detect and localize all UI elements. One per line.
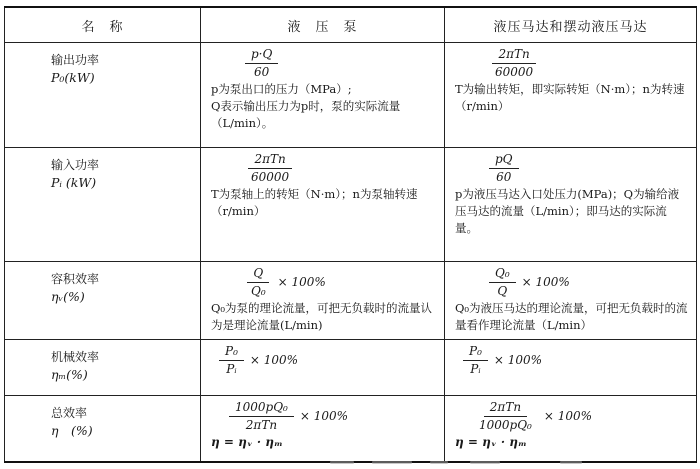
pump-cell <box>201 396 445 462</box>
fraction <box>219 344 244 376</box>
param-cell <box>5 396 201 462</box>
header-pump: 液 压 泵 <box>201 7 445 43</box>
smudge-mark <box>430 461 448 464</box>
fraction <box>473 400 538 432</box>
param-symbol: ηₘ(%) <box>51 367 88 382</box>
denominator: Pᵢ <box>470 362 481 376</box>
fraction <box>245 266 272 298</box>
multiplier: × 100% <box>543 408 593 423</box>
pump-cell <box>201 340 445 396</box>
fraction <box>463 344 488 376</box>
pump-formula <box>245 47 436 79</box>
fraction <box>245 152 295 184</box>
numerator: Q₀ <box>489 266 516 283</box>
table-header-row <box>5 7 697 43</box>
denominator: Pᵢ <box>226 362 237 376</box>
comparison-table <box>4 6 697 463</box>
header-name: 名 称 <box>5 7 201 43</box>
numerator: Q <box>247 266 269 283</box>
motor-formula <box>463 344 688 376</box>
param-label: 容积效率 <box>51 272 100 286</box>
numerator: P₀ <box>463 344 488 361</box>
table-row-mechanical-efficiency <box>5 340 697 396</box>
denominator: Q₀ <box>251 284 266 298</box>
fraction <box>489 266 516 298</box>
denominator: 1000pQ₀ <box>479 418 532 432</box>
param-label: 总效率 <box>51 406 88 420</box>
table-row-input-power <box>5 148 697 262</box>
param-symbol: P₀(kW) <box>51 70 95 85</box>
table-row-output-power <box>5 43 697 148</box>
denominator: 2πTn <box>245 418 278 432</box>
param-label: 输入功率 <box>51 158 100 172</box>
denominator: 60000 <box>495 65 534 79</box>
numerator: 2πTn <box>484 400 527 417</box>
multiplier: × 100% <box>249 352 299 367</box>
param-label: 机械效率 <box>51 350 100 364</box>
numerator: p·Q <box>245 47 278 64</box>
param-symbol: Pᵢ (kW) <box>51 175 97 190</box>
param-label: 输出功率 <box>51 53 100 67</box>
denominator: 60000 <box>251 170 290 184</box>
numerator: 2πTn <box>248 152 291 169</box>
param-cell <box>5 148 201 262</box>
numerator: pQ <box>489 152 519 169</box>
numerator: 1000pQ₀ <box>229 400 294 417</box>
motor-description: p为液压马达入口处压力(MPa)；Q为输给液压马达的流量（L/min）；即马达的实际流量。 <box>455 187 680 235</box>
numerator: P₀ <box>219 344 244 361</box>
numerator: 2πTn <box>492 47 535 64</box>
header-motor: 液压马达和摆动液压马达 <box>445 7 697 43</box>
pump-description: Q₀为泵的理论流量，可把无负载时的流量认为是理论流量(L/min) <box>211 301 433 332</box>
smudge-mark <box>330 461 354 464</box>
motor-formula <box>489 266 688 298</box>
motor-description: T为输出转矩，即实际转矩（N·m）；n为转速（r/min） <box>455 82 685 113</box>
param-cell <box>5 43 201 148</box>
motor-cell <box>445 340 697 396</box>
param-cell <box>5 340 201 396</box>
pump-formula <box>245 152 436 184</box>
fraction <box>245 47 278 79</box>
pump-formula <box>229 400 436 432</box>
motor-description: Q₀为液压马达的理论流量，可把无负载时的流量看作理论流量（L/min） <box>455 301 688 332</box>
motor-cell <box>445 396 697 462</box>
param-symbol: ηᵥ(%) <box>51 289 85 304</box>
smudge-mark <box>470 461 500 464</box>
multiplier: × 100% <box>277 274 326 289</box>
motor-cell <box>445 43 697 148</box>
motor-formula <box>473 400 688 432</box>
motor-cell <box>445 148 697 262</box>
pump-cell <box>201 43 445 148</box>
table-row-total-efficiency <box>5 396 697 462</box>
pump-formula <box>219 344 436 376</box>
denominator: Q <box>497 284 508 298</box>
motor-formula <box>489 152 688 184</box>
scan-smudge <box>0 458 700 469</box>
denominator: 60 <box>254 65 270 79</box>
motor-cell <box>445 262 697 340</box>
pump-formula <box>245 266 436 298</box>
smudge-mark <box>372 461 412 464</box>
param-cell <box>5 262 201 340</box>
table-row-volumetric-efficiency <box>5 262 697 340</box>
fraction <box>489 47 539 79</box>
pump-cell <box>201 262 445 340</box>
fraction <box>229 400 294 432</box>
pump-description: T为泵轴上的转矩（N·m）；n为泵轴转速（r/min） <box>211 187 418 218</box>
fraction <box>489 152 519 184</box>
smudge-mark <box>560 461 582 464</box>
motor-equation: η = ηᵥ · ηₘ <box>455 435 527 449</box>
pump-description: p为泵出口的压力（MPa）; <box>211 82 352 96</box>
pump-equation: η = ηᵥ · ηₘ <box>211 435 283 449</box>
denominator: 60 <box>496 170 512 184</box>
multiplier: × 100% <box>299 408 349 423</box>
motor-formula <box>489 47 688 79</box>
pump-description: Q表示输出压力为p时，泵的实际流量（L/min）。 <box>211 99 401 130</box>
multiplier: × 100% <box>493 352 543 367</box>
multiplier: × 100% <box>521 274 570 289</box>
param-symbol: η (%) <box>51 423 93 438</box>
pump-cell <box>201 148 445 262</box>
